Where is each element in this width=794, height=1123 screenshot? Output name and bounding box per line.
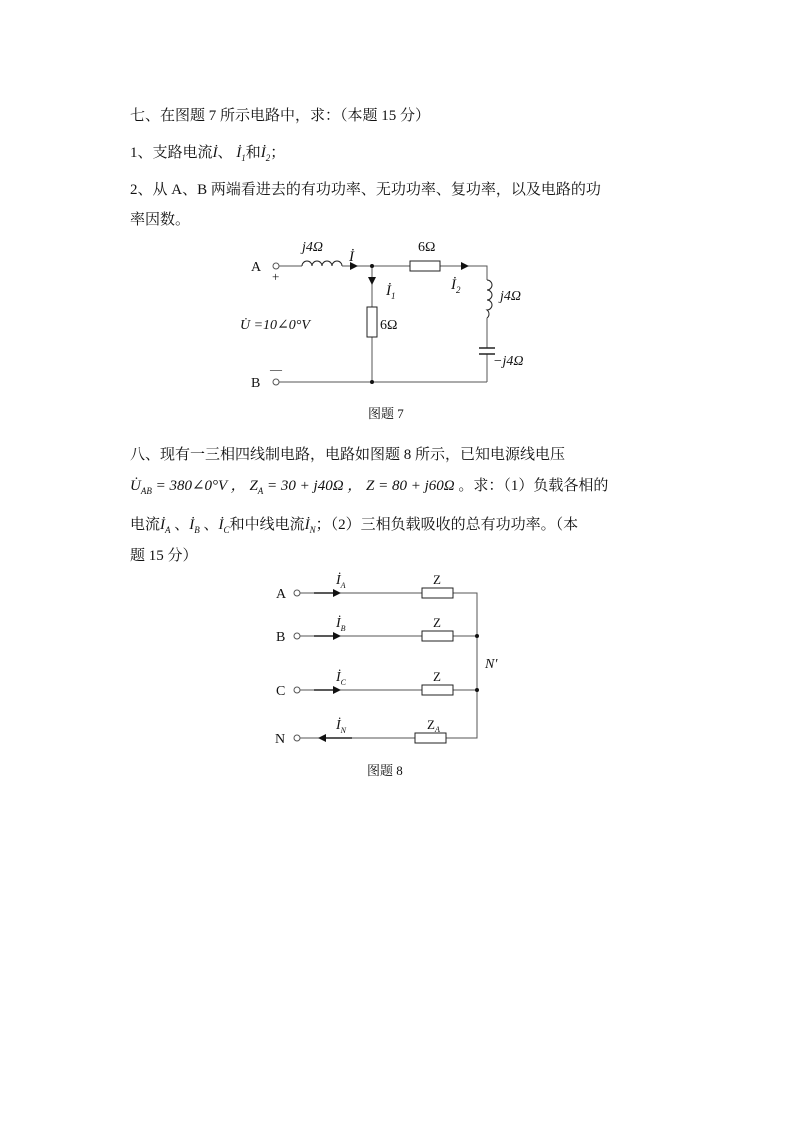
subscript: C bbox=[223, 525, 230, 535]
subscript: B bbox=[194, 525, 200, 535]
text: 电流 bbox=[130, 517, 161, 533]
current-symbol: İ bbox=[160, 517, 166, 533]
text: = 380∠0°V ， bbox=[151, 478, 246, 494]
current-ib-label: $İ_B$ bbox=[336, 616, 346, 633]
voltage-symbol: U̇ bbox=[130, 478, 141, 494]
arrow-i2 bbox=[461, 262, 469, 270]
current-symbol: İ bbox=[304, 517, 310, 533]
text: 1、支路电流 bbox=[130, 145, 213, 161]
load-c bbox=[422, 685, 453, 695]
load-a bbox=[422, 588, 453, 598]
text: Z bbox=[249, 478, 258, 494]
branch-inductor bbox=[487, 280, 492, 318]
terminal-n-label: N bbox=[275, 732, 286, 747]
subscript: A bbox=[257, 486, 264, 496]
resistor-middle-label: 6Ω bbox=[380, 318, 398, 333]
load-b bbox=[422, 631, 453, 641]
figure-7-caption: 图题 7 bbox=[368, 406, 404, 421]
text: 、 bbox=[199, 517, 219, 533]
arrow-in bbox=[318, 734, 326, 742]
capacitor-label: −j4Ω bbox=[493, 354, 524, 369]
resistor-top bbox=[410, 261, 440, 271]
arrow-i1 bbox=[368, 277, 376, 285]
text: 、 bbox=[217, 145, 233, 161]
neutral-point-label: N′ bbox=[485, 657, 498, 672]
load-n-label: $Z_A$ bbox=[427, 717, 440, 734]
current-symbol: İ bbox=[236, 145, 242, 161]
load-n bbox=[415, 733, 446, 743]
minus-sign: — bbox=[270, 362, 282, 376]
current-ia-label: $İ_A$ bbox=[336, 573, 346, 590]
current-i1-label: $İ_1$ bbox=[386, 283, 396, 301]
current-symbol: İ bbox=[212, 145, 218, 161]
text: ； bbox=[270, 145, 286, 161]
subscript: 2 bbox=[265, 153, 271, 163]
load-a-label: Z bbox=[433, 572, 441, 587]
arrow-ia bbox=[333, 589, 341, 597]
current-in-label: $İ_N$ bbox=[336, 718, 347, 735]
q7-item2-line1: 2、从 A、B 两端看进去的有功功率、无功功率、复功率，以及电路的功 bbox=[130, 182, 601, 198]
current-symbol: İ bbox=[260, 145, 266, 161]
text: 、 bbox=[170, 517, 190, 533]
terminal-a-label: A bbox=[251, 260, 262, 275]
figure-8-circuit bbox=[294, 588, 477, 743]
arrow-ic bbox=[333, 686, 341, 694]
text: ；（2）三相负载吸收的总有功功率。（本 bbox=[315, 517, 579, 533]
subscript: N bbox=[309, 525, 316, 535]
text: = 30 + j40Ω ， bbox=[263, 478, 363, 494]
text: 和中线电流 bbox=[229, 517, 305, 533]
current-symbol: İ bbox=[189, 517, 195, 533]
text: 和 bbox=[245, 145, 261, 161]
current-symbol: İ bbox=[218, 517, 224, 533]
text: Z = 80 + j60Ω bbox=[366, 478, 455, 494]
voltage-label: U̇ =10∠0°V bbox=[240, 318, 310, 333]
subscript: AB bbox=[140, 486, 152, 496]
series-inductor bbox=[302, 261, 342, 266]
subscript: 1 bbox=[241, 153, 246, 163]
terminal-b-circle bbox=[273, 379, 279, 385]
current-ic-label: $İ_C$ bbox=[336, 670, 347, 687]
terminal-c-label: C bbox=[276, 684, 286, 699]
figure-8-marks bbox=[318, 589, 479, 742]
load-b-label: Z bbox=[433, 615, 441, 630]
series-inductor-label: j4Ω bbox=[302, 240, 324, 255]
subscript: A bbox=[165, 525, 171, 535]
q7-item2-line2: 率因数。 bbox=[130, 212, 191, 228]
figure-8-caption: 图题 8 bbox=[367, 763, 403, 778]
resistor-top-label: 6Ω bbox=[418, 240, 436, 255]
arrow-ib bbox=[333, 632, 341, 640]
terminal-b-label: B bbox=[251, 376, 261, 391]
branch-inductor-label: j4Ω bbox=[500, 289, 522, 304]
q8-line1: 八、现有一三相四线制电路，电路如图题 8 所示，已知电源线电压 bbox=[130, 447, 566, 463]
plus-sign: + bbox=[272, 269, 280, 284]
q7-title: 七、在图题 7 所示电路中，求：（本题 15 分） bbox=[130, 108, 431, 124]
terminal-b-label: B bbox=[276, 630, 286, 645]
current-i-label: İ bbox=[349, 249, 354, 265]
load-c-label: Z bbox=[433, 669, 441, 684]
terminal-a-label: A bbox=[276, 587, 287, 602]
current-i2-label: $İ_2$ bbox=[451, 277, 461, 295]
resistor-middle bbox=[367, 307, 377, 337]
text: 。求：（1）负载各相的 bbox=[454, 478, 609, 494]
q8-line4: 题 15 分） bbox=[130, 548, 198, 564]
